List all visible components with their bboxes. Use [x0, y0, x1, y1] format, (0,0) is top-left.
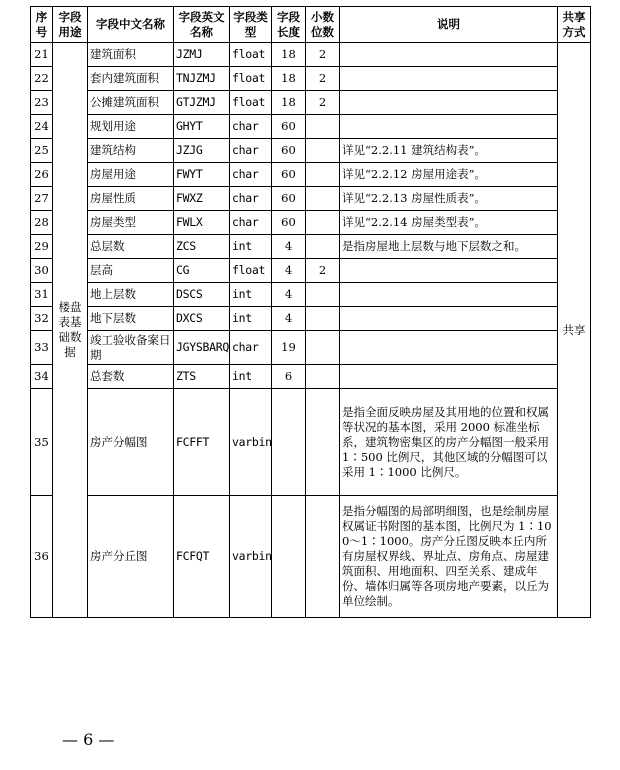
- table-row: [31, 365, 591, 389]
- cell-dec: [306, 163, 340, 187]
- cell-seq: 32: [31, 307, 53, 331]
- cell-seq: 36: [31, 496, 53, 618]
- cell-cn: 层高: [88, 259, 174, 283]
- cell-len: 6: [272, 365, 306, 389]
- cell-type: char: [230, 187, 272, 211]
- cell-en: ZCS: [174, 235, 230, 259]
- cell-en: FCFFT: [174, 389, 230, 496]
- cell-dec: [306, 139, 340, 163]
- cell-seq: 25: [31, 139, 53, 163]
- cell-seq: 21: [31, 43, 53, 67]
- table-row: [31, 496, 591, 618]
- cell-type: float: [230, 43, 272, 67]
- cell-dec: 2: [306, 67, 340, 91]
- table-row: [31, 389, 591, 496]
- cell-dec: [306, 496, 340, 618]
- field-spec-table: [30, 6, 591, 618]
- cell-type: char: [230, 163, 272, 187]
- cell-len: 4: [272, 283, 306, 307]
- cell-len: 60: [272, 139, 306, 163]
- cell-len: 18: [272, 67, 306, 91]
- cell-cn: 公摊建筑面积: [88, 91, 174, 115]
- cell-type: varbin: [230, 389, 272, 496]
- header-en-name: 字段英文名称: [174, 7, 230, 43]
- table-row: [31, 67, 591, 91]
- header-row: [31, 7, 591, 43]
- cell-len: 19: [272, 331, 306, 365]
- cell-cn: 总层数: [88, 235, 174, 259]
- cell-cn: 规划用途: [88, 115, 174, 139]
- cell-type: int: [230, 365, 272, 389]
- cell-seq: 29: [31, 235, 53, 259]
- cell-cn: 房产分丘图: [88, 496, 174, 618]
- cell-desc: [340, 43, 558, 67]
- cell-desc: 详见“2.2.14 房屋类型表”。: [340, 211, 558, 235]
- cell-cn: 建筑结构: [88, 139, 174, 163]
- cell-type: varbin: [230, 496, 272, 618]
- cell-desc: [340, 67, 558, 91]
- table-row: [31, 259, 591, 283]
- cell-desc: 详见“2.2.13 房屋性质表”。: [340, 187, 558, 211]
- cell-desc: 是指房屋地上层数与地下层数之和。: [340, 235, 558, 259]
- cell-desc: 详见“2.2.11 建筑结构表”。: [340, 139, 558, 163]
- table-row: [31, 187, 591, 211]
- cell-en: JZMJ: [174, 43, 230, 67]
- cell-type: int: [230, 283, 272, 307]
- cell-en: FWXZ: [174, 187, 230, 211]
- cell-type: char: [230, 211, 272, 235]
- cell-len: 60: [272, 163, 306, 187]
- header-type: 字段类型: [230, 7, 272, 43]
- cell-seq: 31: [31, 283, 53, 307]
- cell-len: 60: [272, 211, 306, 235]
- cell-dec: 2: [306, 43, 340, 67]
- cell-dec: [306, 283, 340, 307]
- cell-en: DSCS: [174, 283, 230, 307]
- cell-dec: 2: [306, 91, 340, 115]
- table-row: [31, 163, 591, 187]
- cell-desc: [340, 91, 558, 115]
- header-share: 共享方式: [558, 7, 591, 43]
- cell-type: float: [230, 91, 272, 115]
- cell-seq: 35: [31, 389, 53, 496]
- cell-desc: [340, 283, 558, 307]
- cell-seq: 33: [31, 331, 53, 365]
- cell-cn: 套内建筑面积: [88, 67, 174, 91]
- cell-type: float: [230, 67, 272, 91]
- header-length: 字段长度: [272, 7, 306, 43]
- cell-share-mode: 共享: [558, 43, 591, 618]
- cell-seq: 27: [31, 187, 53, 211]
- cell-cn: 总套数: [88, 365, 174, 389]
- cell-dec: [306, 307, 340, 331]
- table-row: [31, 139, 591, 163]
- cell-en: CG: [174, 259, 230, 283]
- cell-dec: [306, 331, 340, 365]
- cell-len: [272, 389, 306, 496]
- cell-len: 4: [272, 235, 306, 259]
- cell-usage-group: 楼盘表基础数据: [53, 43, 88, 618]
- cell-en: FWYT: [174, 163, 230, 187]
- cell-dec: [306, 235, 340, 259]
- cell-dec: [306, 211, 340, 235]
- table-row: [31, 307, 591, 331]
- header-seq: 序号: [31, 7, 53, 43]
- cell-len: 60: [272, 187, 306, 211]
- cell-seq: 26: [31, 163, 53, 187]
- header-desc: 说明: [340, 7, 558, 43]
- cell-len: 18: [272, 91, 306, 115]
- cell-type: char: [230, 331, 272, 365]
- cell-type: char: [230, 115, 272, 139]
- cell-dec: 2: [306, 259, 340, 283]
- cell-len: 18: [272, 43, 306, 67]
- cell-seq: 30: [31, 259, 53, 283]
- cell-len: 60: [272, 115, 306, 139]
- cell-en: GTJZMJ: [174, 91, 230, 115]
- cell-desc: [340, 307, 558, 331]
- cell-len: 4: [272, 307, 306, 331]
- cell-cn: 建筑面积: [88, 43, 174, 67]
- table-row: [31, 115, 591, 139]
- cell-desc: 是指全面反映房屋及其用地的位置和权属等状况的基本图，采用 2000 标准坐标系，建筑物密集区的房产分幅图一般采用 1∶500 比例尺，其他区域的分幅图可以采用 1∶1000 比例尺。: [340, 389, 558, 496]
- cell-desc: 详见“2.2.12 房屋用途表”。: [340, 163, 558, 187]
- cell-desc: [340, 331, 558, 365]
- header-usage: 字段用途: [53, 7, 88, 43]
- header-cn-name: 字段中文名称: [88, 7, 174, 43]
- cell-en: ZTS: [174, 365, 230, 389]
- table-row: [31, 43, 591, 67]
- cell-en: JGYSBARQ: [174, 331, 230, 365]
- cell-seq: 28: [31, 211, 53, 235]
- table-row: [31, 331, 591, 365]
- cell-dec: [306, 389, 340, 496]
- table-row: [31, 283, 591, 307]
- cell-en: GHYT: [174, 115, 230, 139]
- cell-type: int: [230, 307, 272, 331]
- cell-en: JZJG: [174, 139, 230, 163]
- cell-dec: [306, 187, 340, 211]
- cell-type: int: [230, 235, 272, 259]
- cell-cn: 地上层数: [88, 283, 174, 307]
- table-row: [31, 211, 591, 235]
- cell-cn: 地下层数: [88, 307, 174, 331]
- cell-type: float: [230, 259, 272, 283]
- cell-desc: 是指分幅图的局部明细图，也是绘制房屋权属证书附图的基本图，比例尺为 1∶100～1∶1000。房产分丘图反映本丘内所有房屋权界线、界址点、房角点、房屋建筑面积、用地面积、四至关系、建成年份、墙体归属等各项房地产要素，以丘为单位绘制。: [340, 496, 558, 618]
- cell-len: 4: [272, 259, 306, 283]
- cell-len: [272, 496, 306, 618]
- cell-cn: 房屋用途: [88, 163, 174, 187]
- page-number: — 6 —: [62, 730, 115, 749]
- cell-desc: [340, 115, 558, 139]
- cell-cn: 房屋性质: [88, 187, 174, 211]
- cell-seq: 34: [31, 365, 53, 389]
- table-row: [31, 91, 591, 115]
- cell-cn: 房屋类型: [88, 211, 174, 235]
- table-row: [31, 235, 591, 259]
- cell-dec: [306, 365, 340, 389]
- cell-en: TNJZMJ: [174, 67, 230, 91]
- cell-dec: [306, 115, 340, 139]
- cell-cn: 房产分幅图: [88, 389, 174, 496]
- cell-cn: 竣工验收备案日期: [88, 331, 174, 365]
- cell-en: FWLX: [174, 211, 230, 235]
- cell-seq: 24: [31, 115, 53, 139]
- cell-type: char: [230, 139, 272, 163]
- header-decimal: 小数位数: [306, 7, 340, 43]
- cell-desc: [340, 365, 558, 389]
- cell-desc: [340, 259, 558, 283]
- cell-en: FCFQT: [174, 496, 230, 618]
- cell-en: DXCS: [174, 307, 230, 331]
- cell-seq: 22: [31, 67, 53, 91]
- cell-seq: 23: [31, 91, 53, 115]
